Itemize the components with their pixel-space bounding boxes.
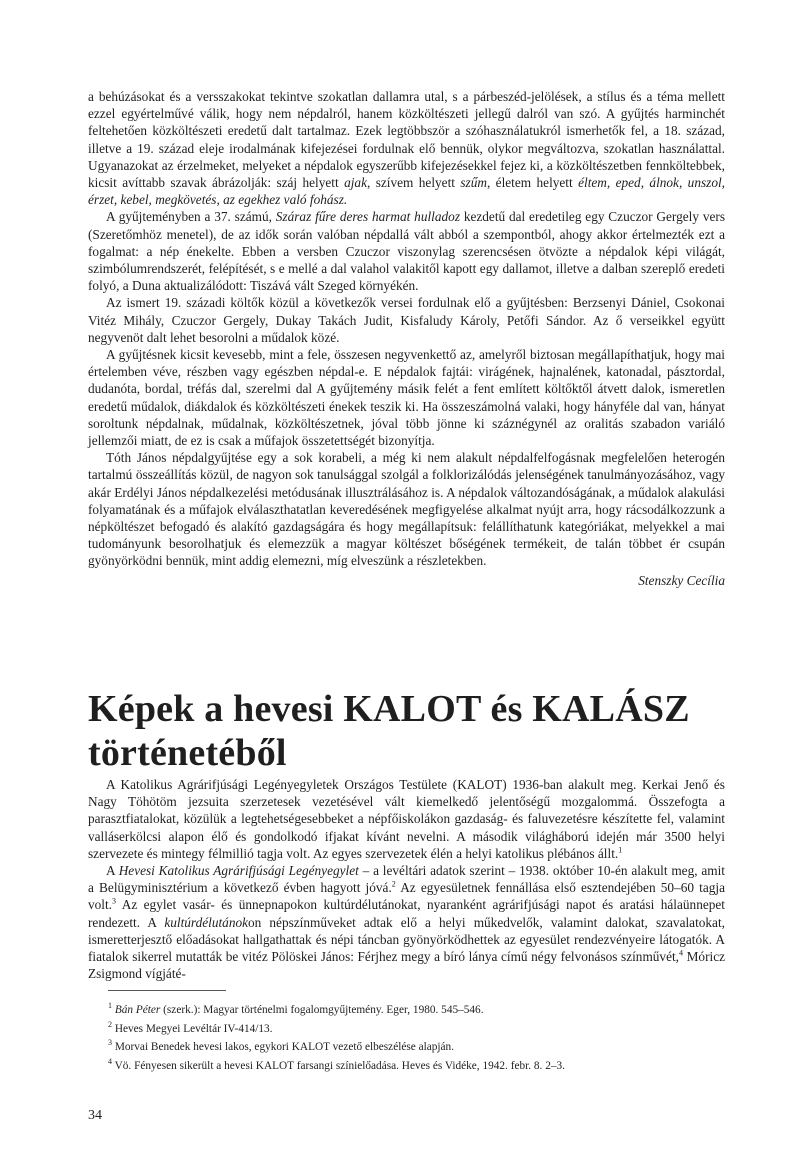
- italic-text: ajak: [344, 175, 367, 191]
- text-run: , szívem helyett: [367, 175, 461, 191]
- intro-text: [88, 88, 725, 589]
- text-run: a behúzásokat és a versszakokat tekintve szokatlan dallamra utal, s a párbeszéd-jelölések, a stílus és a téma mellett ezzel egyértelművé válik, hogy nem népdalról, hanem közköltészeti jellegű dalról van szó. A gyűjtés harminchét feltehetően közköltészeti eredetű dalt tartalmaz. Ezek legtöbbször a szóhasználatukról ismerhetők fel, a 18. század, illetve a 19. század eleje irodalmának kifejezései fordulnak elő bennük, olykor megváltozva, szokatlan használattal. Ugyanazokat az érzelmeket, melyeket a népdalok egyszerűbb kifejezésekkel fejez ki, a közköltészetben fennköltebbek, kicsit avíttabb szavak ábrázolják: száj helyett: [88, 89, 725, 191]
- footnote-number: 4: [108, 1057, 112, 1067]
- footnote: [88, 1001, 725, 1020]
- italic-text: Bán Péter: [114, 1004, 161, 1016]
- footnote-ref: 1: [618, 845, 623, 855]
- footnote-number: 1: [108, 1001, 112, 1011]
- footnote-ref: 2: [391, 879, 396, 889]
- paragraph: [88, 776, 725, 862]
- italic-text: Száraz fűre deres harmat hulladoz: [275, 209, 460, 225]
- footnote: [88, 1038, 725, 1057]
- text-run: Vö. Fényesen sikerült a hevesi KALOT farsangi színielőadása. Heves és Vidéke, 1942. febr. 8. 2–3.: [114, 1059, 565, 1072]
- author-signature: Stenszky Cecília: [638, 572, 725, 588]
- footnote-number: 3: [108, 1038, 112, 1048]
- footnote-divider: [108, 990, 226, 991]
- text-run: Heves Megyei Levéltár IV-414/13.: [114, 1022, 273, 1035]
- text-run: Az ismert 19. századi költők közül a következők versei fordulnak elő a gyűjtésben: Berzsenyi Dániel, Csokonai Vitéz Mihály, Czuczor Gergely, Dukay Takách Judit, Kisfaludy Károly, Petőfi Sándor. Az ő verseikkel együtt negyvenöt dalt lehet besorolni a műdalok közé.: [88, 295, 725, 345]
- paragraph: [88, 294, 725, 346]
- italic-text: szűm: [460, 175, 487, 191]
- text-run: – a levéltári adatok szerint – 1938. október 10-én alakult meg, amit a Belügyminisztérium a következő évben hagyott jóvá.: [88, 863, 725, 896]
- italic-text: éltem, eped, álnok, unszol, érzet, kebel, megkövetés, az egekhez való fohász.: [88, 175, 725, 208]
- text-run: A Katolikus Agrárifjúsági Legényegyletek Országos Testülete (KALOT) 1936-ban alakult meg. Kerkai Jenő és Nagy Töhötöm jezsuita szerzetesek vezetésével vált kiemelkedő jelentőségű mozgalommá. Összefogta a parasztfiatalokat, közülük a legtehetségesebbeket a népfőiskolákon gazdaság- és faluvezetésre készítette fel, valamint valláserkölcsi alapon élő és gondolkodó ifjakat kívánt nevelni. A második világháború idején már 3500 helyi szervezete és mintegy félmillió tagja volt. Az egyes szervezetek élén a helyi katolikus plébános állt.: [88, 777, 725, 861]
- text-run: Tóth János népdalgyűjtése egy a sok korabeli, a még ki nem alakult népdalfelfogásnak megfelelően heterogén tartalmú összeállítás közül, de nagyon sok tanulsággal szolgál a folklorizálódás jelenségének tanulmányozásához, vagy akár Erdélyi János népdalkezelési metódusának illusztrálásához is. A népdalok változandóságának, a műdalok alakulási folyamatának és a műfajok elválaszthatatlan keveredésének megfigyelése alkalmat nyújt arra, hogy rácsodálkozzunk a népköltészet befogadó és alakító gazdagságára és hogy megállapítsuk: felállíthatunk kategóriákat, melyekkel a mai tudományunk besorolhatjuk és elemezzük a magyar költészet bőségének termékeit, de talán többet ér csupán gyönyörködni bennük, mint addig elemezni, míg elveszünk a részletekben.: [88, 450, 725, 569]
- text-run: Móricz Zsigmond vígjáté-: [88, 949, 725, 982]
- text-run: , életem helyett: [486, 175, 579, 191]
- footnotes: [88, 1001, 725, 1075]
- page-number: 34: [88, 1108, 102, 1123]
- footnote-ref: 3: [112, 897, 117, 906]
- text-run: (szerk.): Magyar történelmi fogalomgyűjtemény. Eger, 1980. 545–546.: [160, 1004, 484, 1016]
- italic-text: kultúrdélutánok: [164, 914, 249, 930]
- text-run: Az egylet vasár- és ünnepnapokon kultúrdélutánokat, nyaranként agrárifjúsági napot és aratási hálaünnepet rendezett. A: [88, 897, 725, 930]
- paragraph: [88, 862, 725, 982]
- paragraph: [88, 88, 725, 208]
- paragraph: [88, 346, 725, 449]
- text-run: on népszínműveket adtak elő a helyi műkedvelők, valamint dalokat, szavalatokat, ismeretterjesztő előadásokat hallgathattak és népi táncban gyönyörködhettek az egyesület rendezvényeire látogatók. A fiatalok sikerrel mutatták be vitéz Pölöskei János: Férjhez megy a bíró lánya című négy felvonásos színművét,: [88, 914, 725, 965]
- paragraph: [88, 449, 725, 569]
- text-run: Az egyesületnek fennállása első esztendejében 50–60 tagja volt.: [88, 880, 725, 913]
- footnote: [88, 1020, 725, 1039]
- footnote: [88, 1057, 725, 1076]
- text-run: kezdetű dal eredetileg egy Czuczor Gergely vers (Szeretőmhöz menetel), de az idők során valóban népdallá vált abból a szempontból, ahogy akkor értelmezték ezt a fogalmat: a nép énekelte. Ebben a versben Czuczor viszonylag szerencsésen ötvözte a népdalok képi világát, szimbólumrendszerét, felépítését, s e mellé a dal valahol valakitől kapott egy dallamot, illetve a dalban szereplő eredeti folyó, a Duna aktualizálódott: Tiszává vált Szeged környékén.: [88, 209, 725, 294]
- article-text: [88, 776, 725, 982]
- footnote-ref: 4: [679, 948, 684, 958]
- article-title: Képek a hevesi KALOT és KALÁSZ történetéből: [88, 688, 690, 774]
- text-run: A: [106, 863, 119, 879]
- text-run: A gyűjtésnek kicsit kevesebb, mint a fele, összesen negyvenkettő az, amelyről biztosan megállapíthatjuk, hogy mai értelemben véve, részben vagy egészben népdal-e. E népdalok fajtái: virágének, hajnalének, katonadal, pásztordal, dudanóta, bordal, tréfás dal, szerelmi dal A gyűjtemény másik felét a fent említett költőktől átvett dalok, ismeretlen eredetű műdalok, diákdalok és közköltészeti énekek teszik ki. Ha összeszámolná valaki, hogy hányféle dal van, hányat soroltunk népdalnak, műdalnak, közköltészetnek, jóval több jönne ki száznégynél az oralitás szabadon variáló jellemzői miatt, de ez is csak a műfajok összetettségét bizonyítja.: [88, 347, 725, 449]
- italic-text: Hevesi Katolikus Agrárifjúsági Legényegylet: [118, 863, 359, 879]
- text-run: A gyűjteményben a 37. számú,: [106, 209, 276, 225]
- paragraph: [88, 208, 725, 294]
- text-run: Morvai Benedek hevesi lakos, egykori KALOT vezető elbeszélése alapján.: [114, 1041, 455, 1054]
- footnote-number: 2: [108, 1019, 112, 1029]
